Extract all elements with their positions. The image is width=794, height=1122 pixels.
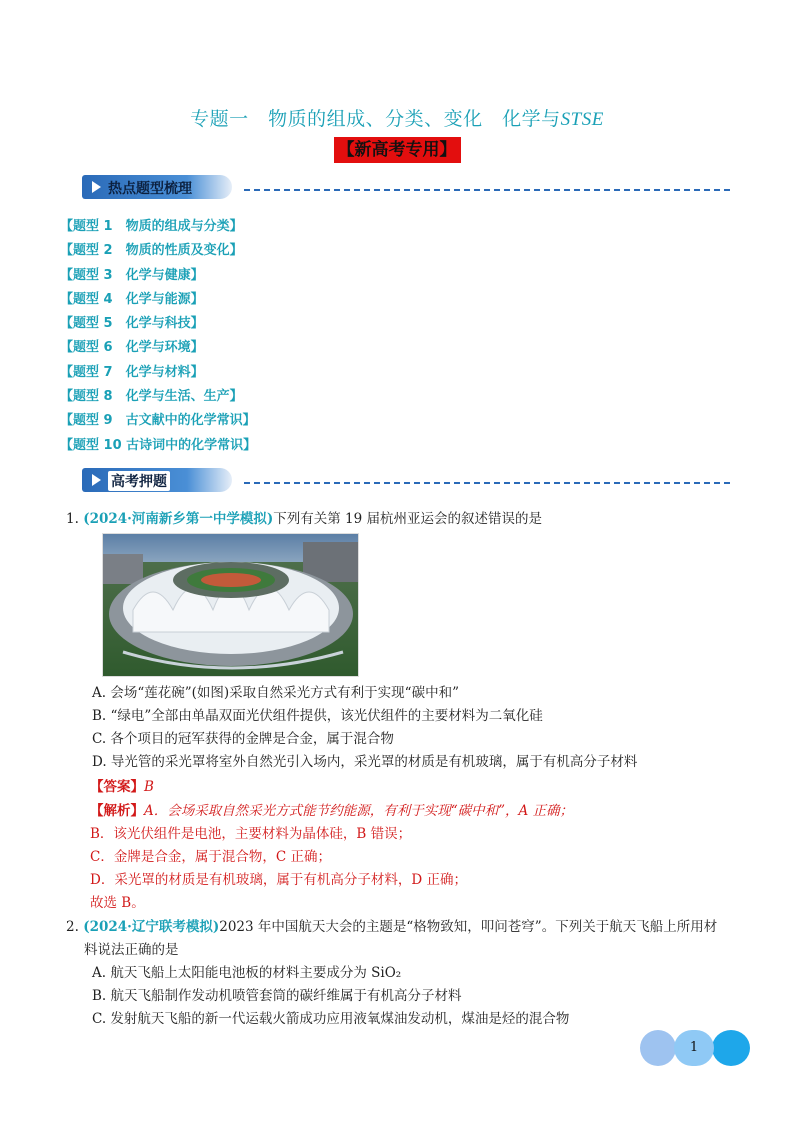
topic-list	[60, 215, 256, 458]
answer-tag: 【答案】	[90, 779, 144, 795]
title-chinese: 专题一 物质的组成、分类、变化 化学与	[190, 108, 561, 130]
question-2-stem	[66, 916, 717, 939]
question-text: 2023 年中国航天大会的主题是“格物致知，叩问苍穹”。下列关于航天飞船上所用材	[219, 919, 718, 935]
q1-analysis-line-2: B．该光伏组件是电池，主要材料为晶体硅，B 错误；	[90, 826, 412, 842]
analysis-text: A．会场采取自然采光方式能节约能源，有利于实现“碳中和”，A 正确；	[144, 803, 574, 819]
play-arrow-icon	[92, 474, 101, 486]
question-1-stem	[66, 508, 542, 531]
q1-analysis-line-3: C．金牌是合金，属于混合物，C 正确；	[90, 849, 331, 865]
q1-option-b[interactable]: B. “绿电”全部由单晶双面光伏组件提供，该光伏组件的主要材料为二氧化硅	[92, 708, 543, 724]
q2-option-c[interactable]: C. 发射航天飞船的新一代运载火箭成功应用液氧煤油发动机，煤油是烃的混合物	[92, 1011, 570, 1027]
page-title	[0, 104, 794, 131]
question-source: (2024·河南新乡第一中学模拟)	[83, 511, 274, 527]
topic-item-7[interactable]: 【题型 7 化学与材料】	[60, 364, 204, 380]
topic-item-3[interactable]: 【题型 3 化学与健康】	[60, 267, 204, 283]
section-exam-tag	[82, 468, 232, 492]
answer-value: B	[144, 779, 154, 795]
topic-item-9[interactable]: 【题型 9 古文献中的化学常识】	[60, 413, 256, 429]
q1-option-d[interactable]: D. 导光管的采光罩将室外自然光引入场内，采光罩的材质是有机玻璃，属于有机高分子材料	[92, 754, 638, 770]
topic-item-8[interactable]: 【题型 8 化学与生活、生产】	[60, 389, 243, 405]
q1-analysis-line-5: 故选 B。	[90, 895, 145, 911]
topic-item-6[interactable]: 【题型 6 化学与环境】	[60, 340, 204, 356]
question-2-stem-cont: 料说法正确的是	[84, 942, 179, 958]
q1-option-c[interactable]: C. 各个项目的冠军获得的金牌是合金，属于混合物	[92, 731, 394, 747]
lotus-stadium-image	[103, 534, 359, 677]
q2-option-b[interactable]: B. 航天飞船制作发动机喷管套筒的碳纤维属于有机高分子材料	[92, 988, 462, 1004]
topic-item-1[interactable]: 【题型 1 物质的组成与分类】	[60, 219, 243, 234]
page-number-badge	[640, 1030, 750, 1066]
topic-item-5[interactable]: 【题型 5 化学与科技】	[60, 316, 204, 332]
title-latin: STSE	[560, 109, 604, 130]
stadium-photo	[102, 533, 359, 677]
question-source: (2024·辽宁联考模拟)	[83, 919, 220, 935]
question-number: 2.	[66, 919, 79, 935]
analysis-tag: 【解析】	[90, 803, 144, 819]
section-hot-tag	[82, 175, 232, 199]
section-hot-label: 热点题型梳理	[108, 181, 192, 197]
subtitle-banner: 【新高考专用】	[334, 137, 461, 163]
subtitle-wrap	[0, 137, 794, 163]
q2-option-a[interactable]: A. 航天飞船上太阳能电池板的材料主要成分为 SiO₂	[92, 965, 402, 981]
q1-option-a[interactable]: A. 会场“莲花碗”(如图)采取自然采光方式有利于实现“碳中和”	[92, 685, 459, 701]
section-divider	[244, 189, 730, 191]
section-divider	[244, 482, 730, 484]
q1-analysis-line-4: D．采光罩的材质是有机玻璃，属于有机高分子材料，D 正确；	[90, 872, 467, 888]
page-number: 1	[689, 1040, 699, 1055]
section-exam-label: 高考押题	[108, 471, 170, 491]
question-number: 1.	[66, 511, 79, 527]
topic-item-10[interactable]: 【题型 10 古诗词中的化学常识】	[60, 437, 257, 453]
badge-circle-right	[712, 1030, 750, 1066]
q1-answer	[90, 776, 154, 799]
play-arrow-icon	[92, 181, 101, 193]
q1-analysis-line-1	[90, 800, 573, 823]
topic-item-4[interactable]: 【题型 4 化学与能源】	[60, 291, 204, 307]
topic-item-2[interactable]: 【题型 2 物质的性质及变化】	[60, 243, 243, 259]
question-text: 下列有关第 19 届杭州亚运会的叙述错误的是	[273, 511, 543, 527]
badge-circle-left	[640, 1030, 676, 1066]
